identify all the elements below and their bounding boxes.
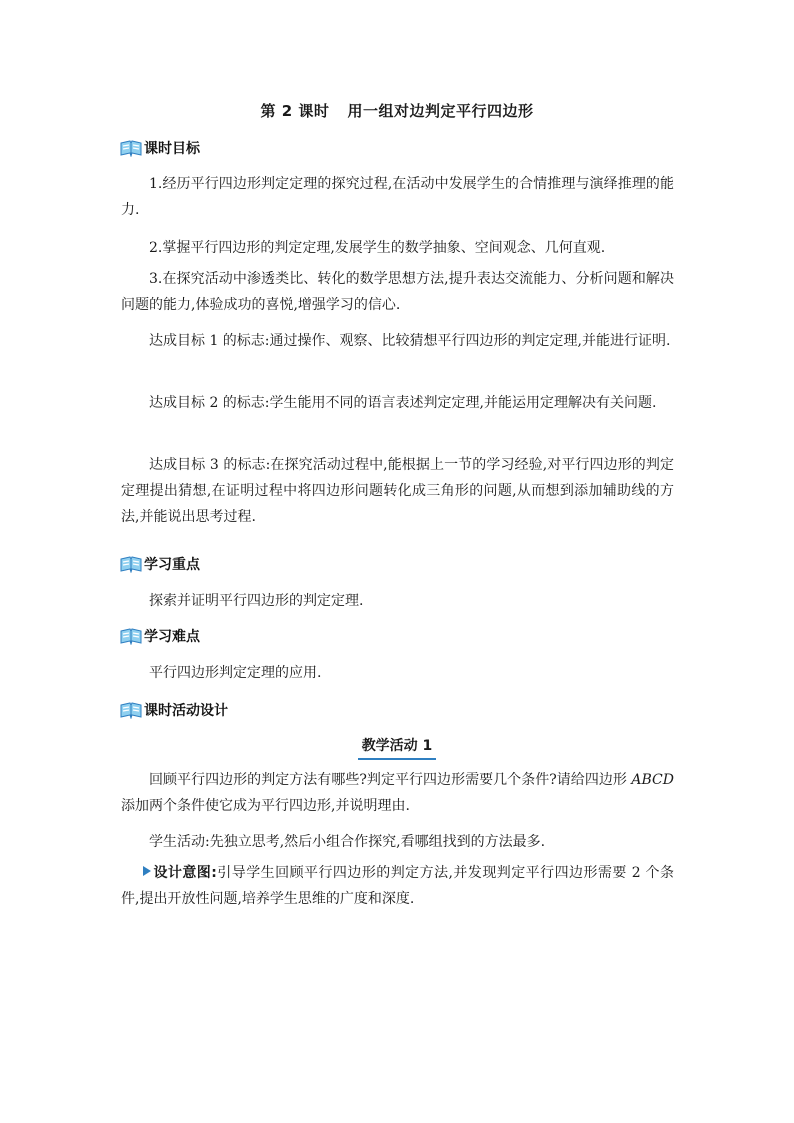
activity-1-label: 教学活动 1 xyxy=(0,735,794,760)
section-heading-difficult xyxy=(120,625,200,647)
page-title xyxy=(0,100,794,121)
activity-1-question: 回顾平行四边形的判定方法有哪些?判定平行四边形需要几个条件?请给四边形 ABCD 添加两个条件使它成为平行四边形,并说明理由. xyxy=(121,772,674,814)
section-heading-label: 课时活动设计 xyxy=(144,703,228,719)
section-heading-goals xyxy=(120,137,200,159)
section-heading-label: 学习难点 xyxy=(144,629,200,645)
activity-1-design-intent: 设计意图:引导学生回顾平行四边形的判定方法,并发现判定平行四边形需要 2 个条件,提出开放性问题,培养学生思维的广度和深度. xyxy=(121,865,674,907)
key-point-text: 探索并证明平行四边形的判定定理. xyxy=(149,593,364,609)
goal-2: 2.掌握平行四边形的判定定理,发展学生的数学抽象、空间观念、几何直观. xyxy=(149,240,606,256)
activity-1-student-activity: 学生活动:先独立思考,然后小组合作探究,看哪组找到的方法最多. xyxy=(149,834,546,850)
goal-marker-3: 达成目标 3 的标志:在探究活动过程中,能根据上一节的学习经验,对平行四边形的判定定理提出猜想,在证明过程中将四边形问题转化成三角形的问题,从而想到添加辅助线的方法,并能说出思考过程. xyxy=(121,457,674,525)
difficult-point-text: 平行四边形判定定理的应用. xyxy=(149,665,322,681)
section-heading-design xyxy=(120,699,228,721)
lesson-number: 第 2 课时 xyxy=(260,102,330,120)
book-icon xyxy=(120,556,142,573)
section-heading-label: 课时目标 xyxy=(144,141,200,157)
section-heading-key xyxy=(120,553,200,575)
goal-3: 3.在探究活动中渗透类比、转化的数学思想方法,提升表达交流能力、分析问题和解决问题的能力,体验成功的喜悦,增强学习的信心. xyxy=(121,271,674,313)
book-icon xyxy=(120,140,142,157)
goal-marker-1: 达成目标 1 的标志:通过操作、观察、比较猜想平行四边形的判定定理,并能进行证明. xyxy=(149,333,671,349)
book-icon xyxy=(120,628,142,645)
section-heading-label: 学习重点 xyxy=(144,557,200,573)
goal-1: 1.经历平行四边形判定定理的探究过程,在活动中发展学生的合情推理与演绎推理的能力. xyxy=(121,176,674,218)
book-icon xyxy=(120,702,142,719)
goal-marker-2: 达成目标 2 的标志:学生能用不同的语言表述判定定理,并能运用定理解决有关问题. xyxy=(149,395,657,411)
triangle-marker-icon xyxy=(143,866,151,876)
lesson-topic: 用一组对边判定平行四边形 xyxy=(347,102,534,120)
